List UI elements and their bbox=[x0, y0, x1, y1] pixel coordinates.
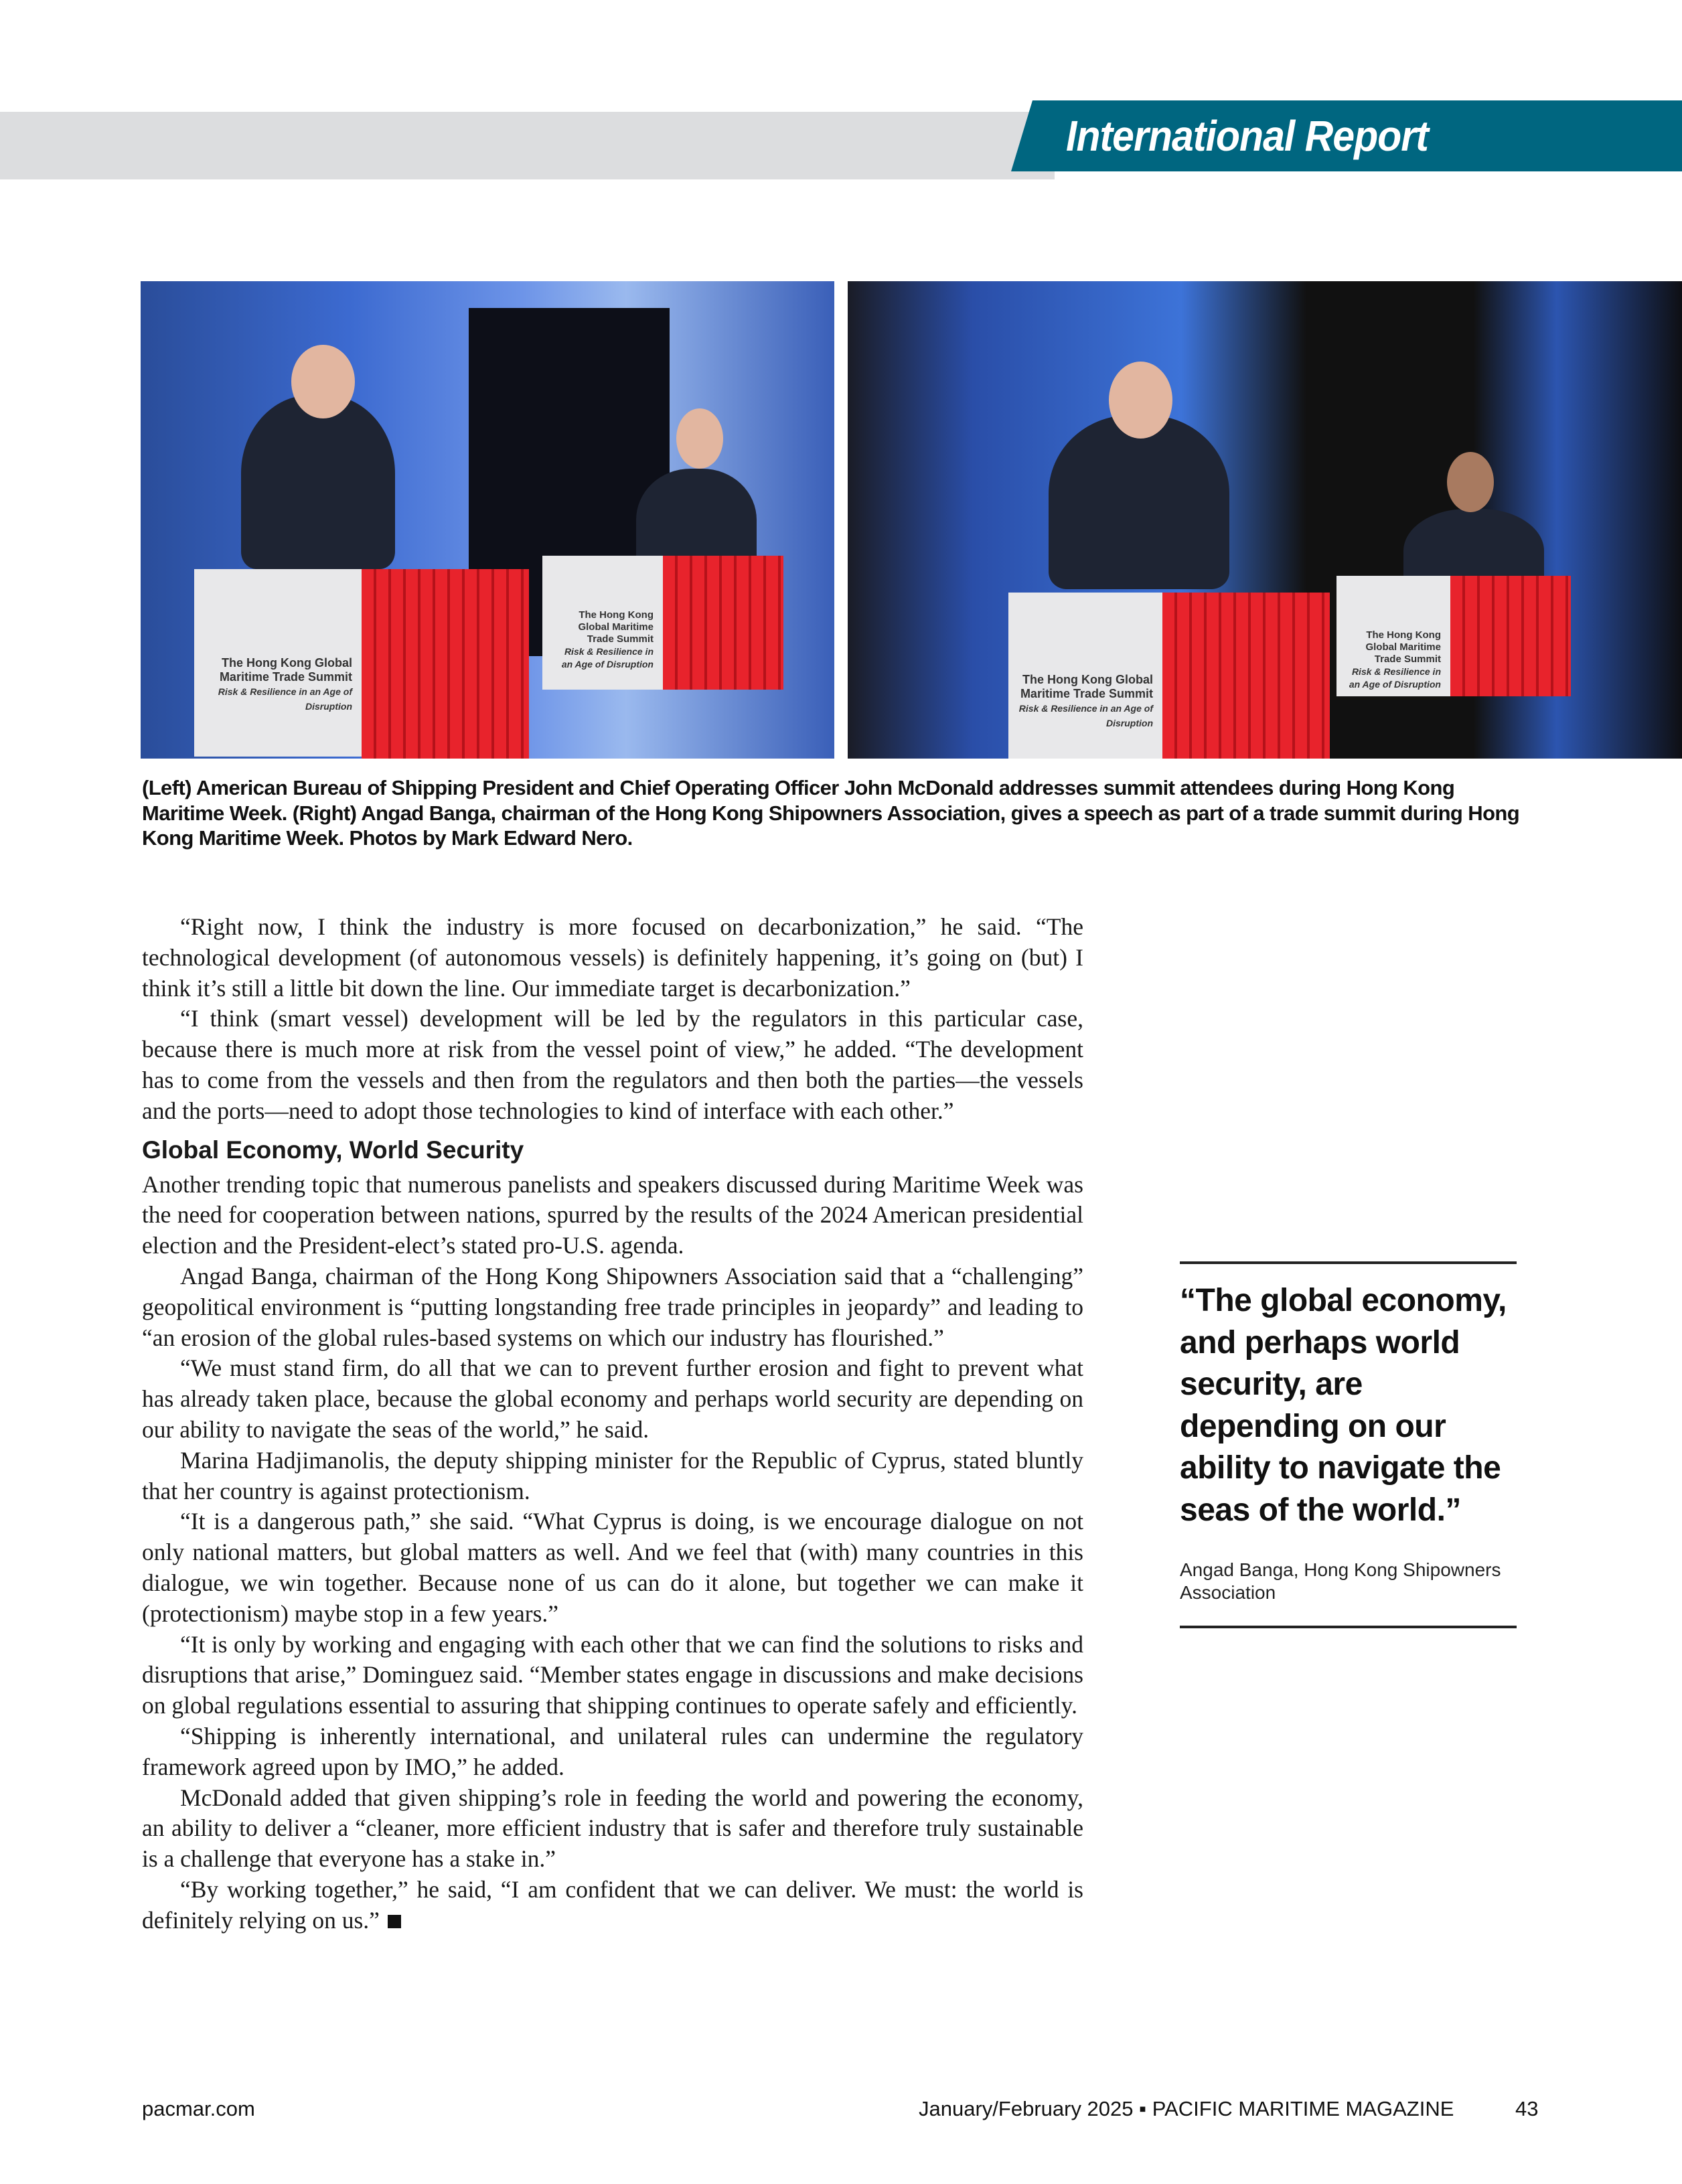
speaker-head bbox=[676, 408, 723, 469]
pull-quote: “The global economy, and perhaps world security, are depending on our ability to navigate the seas of the world.” bbox=[1180, 1283, 1507, 1528]
paragraph: Angad Banga, chairman of the Hong Kong Shipowners Association said that a “challenging” geopolitical environment is “putting longstanding free trade principles in jeopardy” and leading to “an erosion of the global rules-based systems on which our industry has flourished.” bbox=[142, 1262, 1083, 1351]
red-panel bbox=[362, 569, 529, 759]
red-panel bbox=[663, 556, 783, 690]
pull-quote-bottom-rule bbox=[1180, 1626, 1517, 1628]
speaker-head bbox=[1447, 452, 1494, 512]
pull-quote-top-rule bbox=[1180, 1261, 1517, 1264]
speaker-figure bbox=[1049, 415, 1229, 589]
footer-site: pacmar.com bbox=[142, 2097, 255, 2120]
footer-issue: January/February 2025 ▪ PACIFIC MARITIME MAGAZINE bbox=[919, 2097, 1454, 2120]
subheading: Global Economy, World Security bbox=[142, 1136, 524, 1164]
page-number: 43 bbox=[1515, 2097, 1539, 2120]
header-band bbox=[0, 112, 1055, 179]
speaker-head bbox=[291, 345, 355, 418]
paragraph: Another trending topic that numerous panelists and speakers discussed during Maritime Week was the need for cooperation between nations, spurred by the results of the 2024 American presidential election and the President-elect’s stated pro-U.S. agenda. bbox=[142, 1170, 1083, 1259]
paragraph: Marina Hadjimanolis, the deputy shipping minister for the Republic of Cyprus, stated bluntly that her country is against protectionism. bbox=[142, 1446, 1083, 1504]
photo-caption: (Left) American Bureau of Shipping President and Chief Operating Officer John McDonald addresses summit attendees during Hong Kong Maritime Week. (Right) Angad Banga, chairman of the Hong Kong Shipowners Association, gives a speech as part of a trade summit during Hong Kong Maritime Week. Photos by Mark Edward Nero. bbox=[142, 776, 1520, 850]
speaker-head bbox=[1109, 362, 1172, 439]
paragraph: “We must stand firm, do all that we can to prevent further erosion and fight to prevent what has already taken place, because the global economy and perhaps world security are depending on our ability to navigate the seas of the world,” he said. bbox=[142, 1354, 1083, 1443]
photo-left bbox=[141, 281, 834, 759]
pull-quote-attribution: Angad Banga, Hong Kong Shipowners Association bbox=[1180, 1559, 1501, 1603]
paragraph: “I think (smart vessel) development will be led by the regulators in this particular case, because there is much more at risk from the vessel point of view,” he added. “The development has to come from the vessels and then from the regulators and then both the parties—the vessels and the ports—need to adopt those technologies to kind of interface with each other.” bbox=[142, 1005, 1083, 1124]
paragraph: “Right now, I think the industry is more focused on decarbonization,” he said. “The technological development (of autonomous vessels) is definitely happening, it’s going on (but) I think it’s still a little bit down the line. Our immediate target is decarbonization.” bbox=[142, 913, 1083, 1002]
end-mark-icon bbox=[388, 1915, 401, 1928]
lectern-left-2: The Hong Kong Global Maritime Trade Summit Risk & Resilience in an Age of Disruption bbox=[542, 556, 663, 690]
paragraph: McDonald added that given shipping’s role in feeding the world and powering the economy, an ability to deliver a “cleaner, more efficient industry that is safer and therefore truly sustainable is a challenge that everyone has a stake in.” bbox=[142, 1784, 1083, 1873]
speaker-figure bbox=[241, 395, 395, 569]
paragraph: “It is a dangerous path,” she said. “What Cyprus is doing, is we encourage dialogue on not only national matters, but global matters as well. And we feel that (with) many countries in this dialogue, we win together. Because none of us can do it alone, but together we can make it (protectionism) maybe stop in a few years.” bbox=[142, 1508, 1083, 1627]
paragraph-final: “By working together,” he said, “I am confident that we can deliver. We must: the world is definitely relying on us.” bbox=[142, 1875, 1083, 1934]
red-panel bbox=[1162, 593, 1330, 759]
paragraph: “Shipping is inherently international, and unilateral rules can undermine the regulatory framework agreed upon by IMO,” he added. bbox=[142, 1722, 1083, 1780]
lectern-right: The Hong Kong Global Maritime Trade Summit Risk & Resilience in an Age of Disruption bbox=[1008, 593, 1162, 759]
photo-right bbox=[848, 281, 1682, 759]
lectern-right-2: The Hong Kong Global Maritime Trade Summit Risk & Resilience in an Age of Disruption bbox=[1336, 576, 1450, 696]
article-body bbox=[142, 912, 1083, 1936]
red-panel bbox=[1450, 576, 1571, 696]
section-title: International Report bbox=[1066, 112, 1428, 160]
paragraph: “It is only by working and engaging with each other that we can find the solutions to risks and disruptions that arise,” Dominguez said. “Member states engage in discussions and make decisions on global regulations essential to assuring that shipping continues to operate safely and efficiently. bbox=[142, 1630, 1083, 1719]
lectern-left: The Hong Kong Global Maritime Trade Summit Risk & Resilience in an Age of Disruption bbox=[194, 569, 362, 757]
